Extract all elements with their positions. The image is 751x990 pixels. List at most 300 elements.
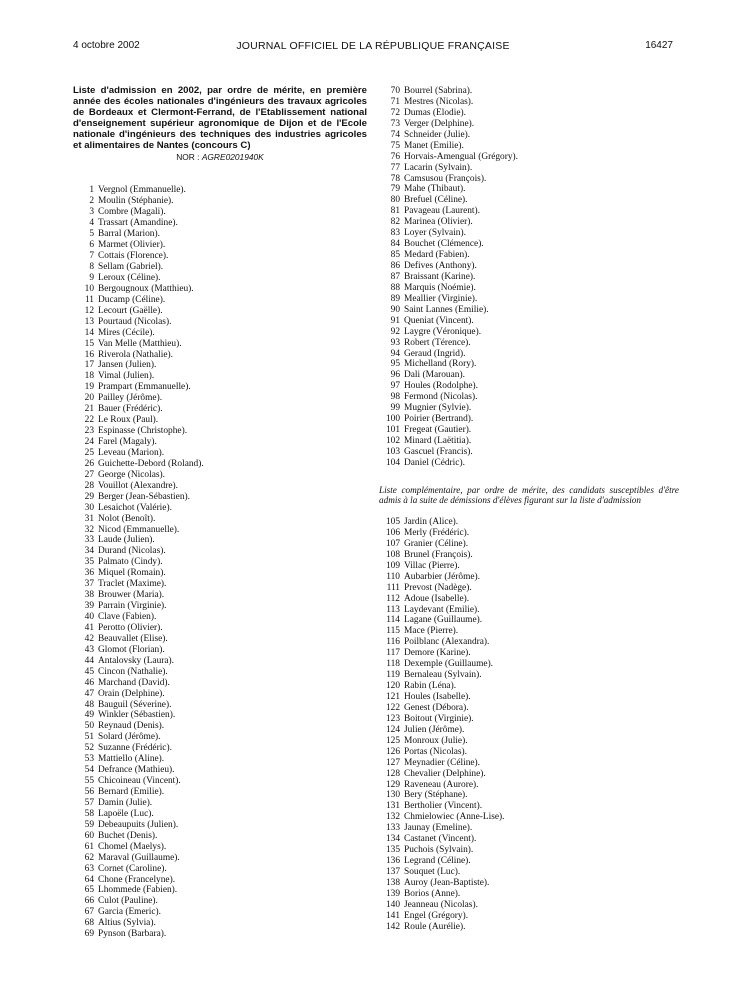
rank-number: 72 [390, 107, 400, 118]
candidate-name: Combre (Magali). [98, 207, 166, 218]
rank-number: 121 [385, 692, 400, 702]
list-item [73, 820, 367, 831]
list-item [73, 798, 367, 809]
rank-number: 73 [390, 118, 400, 129]
rank-number: 125 [385, 735, 400, 746]
rank-number: 109 [385, 560, 400, 571]
list-item [73, 262, 367, 273]
rank-number: 132 [385, 812, 400, 823]
candidate-name: Marquis (Noémie). [404, 282, 476, 293]
candidate-name: Chmielowiec (Anne-Lise). [404, 812, 505, 823]
list-item [73, 284, 367, 295]
candidate-name: Mattiello (Aline). [98, 754, 165, 765]
candidate-name: Raveneau (Aurore). [404, 779, 479, 790]
rank-number: 69 [84, 929, 94, 940]
rank-number: 70 [390, 86, 400, 96]
candidate-name: Vouillot (Alexandre). [98, 480, 179, 491]
candidate-name: Braissant (Karine). [404, 271, 476, 282]
candidate-name: Defrance (Mathieu). [98, 765, 175, 776]
rank-number: 37 [84, 579, 94, 590]
list-item [379, 392, 679, 403]
rank-number: 39 [84, 601, 94, 612]
list-item [73, 535, 367, 546]
list-item [379, 141, 679, 152]
rank-number: 116 [386, 637, 400, 648]
rank-number: 88 [390, 282, 400, 293]
candidate-name: Van Melle (Matthieu). [98, 338, 182, 349]
candidate-name: Lesaichot (Valérie). [98, 502, 172, 513]
list-item [73, 185, 367, 196]
candidate-name: Saint Lannes (Emilie). [404, 304, 489, 315]
list-item [379, 780, 679, 791]
list-item [73, 196, 367, 207]
list-item [379, 812, 679, 823]
list-item [73, 306, 367, 317]
rank-number: 138 [385, 877, 400, 888]
list-item [73, 809, 367, 820]
candidate-name: George (Nicolas). [98, 469, 165, 480]
page-header [73, 40, 673, 54]
rank-number: 129 [385, 779, 400, 790]
left-column [73, 86, 367, 940]
list-item [379, 327, 679, 338]
admission-list-part-2 [379, 86, 679, 469]
list-item [73, 426, 367, 437]
complementary-heading: Liste complémentaire, par ordre de mérite, des candidats susceptibles d'être admis à la suite de démissions d'élèves figurant sur la liste d'admission [379, 484, 679, 506]
list-item [73, 546, 367, 557]
candidate-name: Robert (Térence). [404, 337, 471, 348]
rank-number: 15 [84, 338, 94, 349]
list-item [73, 732, 367, 743]
rank-number: 1 [89, 185, 94, 196]
list-item [379, 845, 679, 856]
list-item [73, 787, 367, 798]
candidate-name: Ducamp (Céline). [98, 294, 166, 305]
rank-number: 42 [84, 633, 94, 644]
candidate-name: Roule (Aurélie). [404, 921, 466, 932]
candidate-name: Prevost (Nadège). [404, 582, 472, 593]
list-item [379, 769, 679, 780]
list-item [73, 371, 367, 382]
candidate-name: Verger (Delphine). [404, 118, 475, 129]
candidate-name: Jeanneau (Nicolas). [404, 899, 478, 910]
candidate-name: Brefuel (Céline). [404, 195, 468, 206]
list-item [73, 568, 367, 579]
list-item [379, 195, 679, 206]
candidate-name: Bouchet (Clémence). [404, 239, 484, 250]
candidate-name: Nolot (Benoît). [98, 513, 156, 524]
candidate-name: Dexemple (Guillaume). [404, 659, 494, 670]
list-item [73, 721, 367, 732]
list-item [379, 856, 679, 867]
candidate-name: Lagane (Guillaume). [404, 615, 483, 626]
header-title: JOURNAL OFFICIEL DE LA RÉPUBLIQUE FRANÇAISE [236, 40, 510, 52]
rank-number: 67 [84, 907, 94, 918]
list-item [73, 754, 367, 765]
list-item [379, 605, 679, 616]
rank-number: 94 [390, 348, 400, 359]
candidate-name: Leroux (Céline). [98, 272, 161, 283]
list-item [379, 305, 679, 316]
candidate-name: Daniel (Cédric). [404, 457, 465, 468]
list-item [379, 637, 679, 648]
candidate-name: Demore (Karine). [404, 648, 471, 659]
list-item [379, 316, 679, 327]
candidate-name: Rabin (Léna). [404, 681, 457, 692]
rank-number: 47 [84, 688, 94, 699]
candidate-name: Geraud (Ingrid). [404, 348, 466, 359]
list-item [73, 831, 367, 842]
rank-number: 102 [385, 436, 400, 446]
rank-number: 43 [84, 644, 94, 655]
candidate-name: Miquel (Romain). [98, 568, 166, 579]
candidate-name: Glomot (Florian). [98, 644, 165, 655]
candidate-name: Lhommede (Fabien). [98, 885, 178, 896]
candidate-name: Barral (Marion). [98, 229, 160, 240]
candidate-name: Borios (Anne). [404, 888, 461, 899]
rank-number: 100 [385, 414, 400, 425]
list-item [73, 207, 367, 218]
list-item [379, 206, 679, 217]
candidate-name: Pourtaud (Nicolas). [98, 316, 172, 327]
list-item [73, 590, 367, 601]
rank-number: 32 [84, 524, 94, 535]
candidate-name: Mahe (Thibaut). [404, 184, 466, 195]
rank-number: 27 [84, 469, 94, 480]
rank-number: 75 [390, 140, 400, 151]
list-item [379, 681, 679, 692]
candidate-name: Defives (Anthony). [404, 261, 477, 271]
candidate-name: Mires (Cécile). [98, 327, 155, 338]
rank-number: 99 [390, 403, 400, 414]
candidate-name: Engel (Grégory). [404, 910, 469, 921]
rank-number: 40 [84, 612, 94, 622]
candidate-name: Jansen (Julien). [98, 360, 157, 371]
rank-number: 44 [84, 655, 94, 666]
candidate-name: Monroux (Julie). [404, 735, 468, 746]
rank-number: 128 [385, 768, 400, 779]
rank-number: 111 [386, 582, 400, 593]
list-item [379, 539, 679, 550]
rank-number: 89 [390, 293, 400, 304]
candidate-name: Dumas (Elodie). [404, 107, 466, 118]
candidate-name: Mace (Pierre). [404, 626, 459, 637]
rank-number: 136 [385, 856, 400, 867]
candidate-name: Genest (Débora). [404, 702, 469, 713]
list-item [73, 678, 367, 689]
candidate-name: Berger (Jean-Sébastien). [98, 491, 190, 502]
rank-number: 87 [390, 271, 400, 282]
list-item [379, 458, 679, 469]
list-item [379, 119, 679, 130]
list-item [379, 130, 679, 141]
rank-number: 103 [385, 446, 400, 457]
list-item [379, 714, 679, 725]
candidate-name: Lecourt (Gaëlle). [98, 305, 163, 316]
list-item [379, 801, 679, 812]
rank-number: 64 [84, 874, 94, 885]
list-item [73, 492, 367, 503]
candidate-name: Bernard (Emilie). [98, 787, 165, 797]
list-item [379, 447, 679, 458]
candidate-name: Pavageau (Laurent). [404, 206, 481, 217]
rank-number: 140 [385, 899, 400, 910]
candidate-name: Poilblanc (Alexandra). [404, 637, 490, 648]
list-item [379, 834, 679, 845]
rank-number: 53 [84, 754, 94, 765]
rank-number: 119 [386, 670, 400, 681]
admission-heading: Liste d'admission en 2002, par ordre de mérite, en première année des écoles nationales d'ingénieurs des travaux agricoles de Bordeaux et Clermont-Ferrand, de l'Etablissement national d'enseignement supérieur agronomique de Dijon et de l'Ecole nationale d'ingénieurs des techniques des industries agricoles et alimentaires de Nantes (concours C) [73, 85, 367, 151]
rank-number: 6 [89, 240, 94, 251]
rank-number: 142 [385, 921, 400, 932]
candidate-name: Legrand (Céline). [404, 856, 471, 867]
candidate-name: Houles (Rodolphe). [404, 381, 478, 392]
candidate-name: Beauvallet (Elise). [98, 633, 168, 644]
rank-number: 31 [84, 513, 94, 524]
candidate-name: Fermond (Nicolas). [404, 392, 478, 403]
rank-number: 49 [84, 710, 94, 721]
list-item [379, 217, 679, 228]
rank-number: 112 [386, 593, 400, 604]
candidate-name: Solard (Jérôme). [98, 732, 161, 743]
candidate-name: Julien (Jérôme). [404, 724, 465, 735]
rank-number: 76 [390, 151, 400, 162]
candidate-name: Adoue (Isabelle). [404, 593, 470, 604]
list-item [379, 878, 679, 889]
rank-number: 118 [386, 659, 400, 670]
candidate-name: Palmato (Cindy). [98, 557, 163, 568]
candidate-name: Gascuel (Francis). [404, 446, 473, 457]
list-item [379, 725, 679, 736]
list-item [73, 765, 367, 776]
candidate-name: Maraval (Guillaume). [98, 852, 180, 863]
rank-number: 36 [84, 568, 94, 579]
admission-list-part-1 [73, 185, 367, 940]
list-item [73, 350, 367, 361]
candidate-name: Bery (Stéphane). [404, 790, 468, 801]
list-item [379, 359, 679, 370]
rank-number: 110 [386, 571, 400, 582]
list-item [73, 875, 367, 886]
rank-number: 131 [385, 801, 400, 812]
candidate-name: Brunel (François). [404, 549, 473, 560]
list-item [73, 743, 367, 754]
candidate-name: Suzanne (Frédéric). [98, 743, 172, 754]
list-item [73, 481, 367, 492]
candidate-name: Mestres (Nicolas). [404, 96, 474, 107]
list-item [73, 251, 367, 262]
list-item [379, 152, 679, 163]
list-item [73, 393, 367, 404]
rank-number: 58 [84, 808, 94, 819]
rank-number: 134 [385, 834, 400, 845]
rank-number: 83 [390, 228, 400, 239]
rank-number: 80 [390, 195, 400, 206]
list-item [379, 272, 679, 283]
candidate-name: Souquet (Luc). [404, 867, 461, 877]
rank-number: 108 [385, 549, 400, 560]
list-item [379, 370, 679, 381]
candidate-name: Moulin (Stéphanie). [98, 196, 174, 207]
rank-number: 86 [390, 261, 400, 271]
rank-number: 115 [386, 626, 400, 637]
rank-number: 93 [390, 337, 400, 348]
list-item [379, 900, 679, 911]
list-item [73, 240, 367, 251]
rank-number: 25 [84, 447, 94, 458]
candidate-name: Manet (Emilie). [404, 140, 464, 151]
rank-number: 85 [390, 250, 400, 261]
rank-number: 61 [84, 841, 94, 852]
candidate-name: Bauer (Frédéric). [98, 404, 163, 415]
list-item [73, 339, 367, 350]
rank-number: 14 [84, 327, 94, 338]
candidate-name: Boitout (Virginie). [404, 713, 474, 724]
list-item [379, 561, 679, 572]
rank-number: 54 [84, 765, 94, 776]
rank-number: 33 [84, 535, 94, 546]
list-item [379, 594, 679, 605]
candidate-name: Laude (Julien). [98, 535, 155, 546]
candidate-name: Auroy (Jean-Baptiste). [404, 877, 490, 888]
rank-number: 79 [390, 184, 400, 195]
right-column [379, 86, 679, 933]
rank-number: 29 [84, 491, 94, 502]
rank-number: 45 [84, 666, 94, 677]
rank-number: 122 [385, 702, 400, 713]
list-item [73, 514, 367, 525]
list-item [73, 907, 367, 918]
rank-number: 9 [89, 272, 94, 283]
rank-number: 74 [390, 129, 400, 140]
list-item [379, 790, 679, 801]
list-item [73, 459, 367, 470]
rank-number: 28 [84, 480, 94, 491]
candidate-name: Marmet (Olivier). [98, 240, 166, 251]
rank-number: 20 [84, 393, 94, 404]
candidate-name: Puchois (Sylvain). [404, 845, 474, 856]
candidate-name: Bergougnoux (Matthieu). [98, 283, 194, 294]
candidate-name: Poirier (Bertrand). [404, 414, 474, 425]
candidate-name: Loyer (Sylvain). [404, 228, 466, 239]
rank-number: 41 [84, 622, 94, 633]
complementary-list [379, 517, 679, 933]
rank-number: 95 [390, 359, 400, 370]
rank-number: 124 [385, 724, 400, 735]
rank-number: 38 [84, 590, 94, 601]
candidate-name: Sellam (Gabriel). [98, 262, 164, 272]
list-item [73, 896, 367, 907]
list-item [73, 689, 367, 700]
candidate-name: Dali (Marouan). [404, 370, 465, 381]
candidate-name: Meallier (Virginie). [404, 293, 478, 304]
candidate-name: Culot (Pauline). [98, 896, 158, 907]
rank-number: 62 [84, 852, 94, 863]
list-item [73, 656, 367, 667]
rank-number: 48 [84, 699, 94, 710]
list-item [73, 885, 367, 896]
candidate-name: Traclet (Maxime). [98, 579, 167, 590]
candidate-name: Portas (Nicolas). [404, 746, 468, 757]
list-item [379, 250, 679, 261]
rank-number: 50 [84, 721, 94, 732]
list-item [379, 692, 679, 703]
candidate-name: Cornet (Caroline). [98, 863, 167, 874]
rank-number: 35 [84, 557, 94, 568]
candidate-name: Altius (Sylvia). [98, 918, 156, 929]
list-item [73, 273, 367, 284]
candidate-name: Aubarbier (Jérôme). [404, 571, 481, 582]
candidate-name: Bauguil (Séverine). [98, 699, 172, 710]
candidate-name: Granier (Céline). [404, 538, 469, 549]
list-item [379, 349, 679, 360]
candidate-name: Perotto (Olivier). [98, 622, 163, 633]
list-item [379, 414, 679, 425]
rank-number: 8 [89, 262, 94, 272]
candidate-name: Mugnier (Sylvie). [404, 403, 472, 414]
candidate-name: Medard (Fabien). [404, 250, 470, 261]
list-item [379, 648, 679, 659]
candidate-name: Laydevant (Emilie). [404, 604, 480, 615]
rank-number: 68 [84, 918, 94, 929]
rank-number: 97 [390, 381, 400, 392]
candidate-name: Castanet (Vincent). [404, 834, 477, 845]
candidate-name: Trassart (Amandine). [98, 218, 178, 229]
candidate-name: Laygre (Véronique). [404, 326, 482, 337]
rank-number: 66 [84, 896, 94, 907]
rank-number: 52 [84, 743, 94, 754]
candidate-name: Leveau (Marion). [98, 447, 165, 458]
list-item [379, 867, 679, 878]
candidate-name: Durand (Nicolas). [98, 546, 166, 557]
list-item [379, 626, 679, 637]
candidate-name: Winkler (Sébastien). [98, 710, 176, 721]
rank-number: 77 [390, 162, 400, 173]
candidate-name: Houles (Isabelle). [404, 692, 471, 702]
rank-number: 107 [385, 538, 400, 549]
list-item [379, 425, 679, 436]
rank-number: 24 [84, 437, 94, 447]
list-item [379, 911, 679, 922]
rank-number: 18 [84, 371, 94, 382]
list-item [73, 317, 367, 328]
list-item [379, 403, 679, 414]
list-item [379, 381, 679, 392]
rank-number: 19 [84, 382, 94, 393]
rank-number: 56 [84, 787, 94, 797]
candidate-name: Garcia (Emeric). [98, 907, 161, 918]
rank-number: 82 [390, 217, 400, 228]
list-item [73, 503, 367, 514]
list-item [379, 615, 679, 626]
rank-number: 106 [385, 527, 400, 538]
list-item [379, 228, 679, 239]
rank-number: 57 [84, 797, 94, 808]
list-item [379, 338, 679, 349]
list-item [73, 557, 367, 568]
rank-number: 11 [84, 294, 94, 305]
list-item [73, 634, 367, 645]
header-date: 4 octobre 2002 [73, 40, 140, 51]
list-item [379, 659, 679, 670]
rank-number: 4 [89, 218, 94, 229]
rank-number: 104 [385, 457, 400, 468]
rank-number: 135 [385, 845, 400, 856]
rank-number: 98 [390, 392, 400, 403]
rank-number: 141 [385, 910, 400, 921]
rank-number: 130 [385, 790, 400, 801]
rank-number: 101 [385, 425, 400, 436]
